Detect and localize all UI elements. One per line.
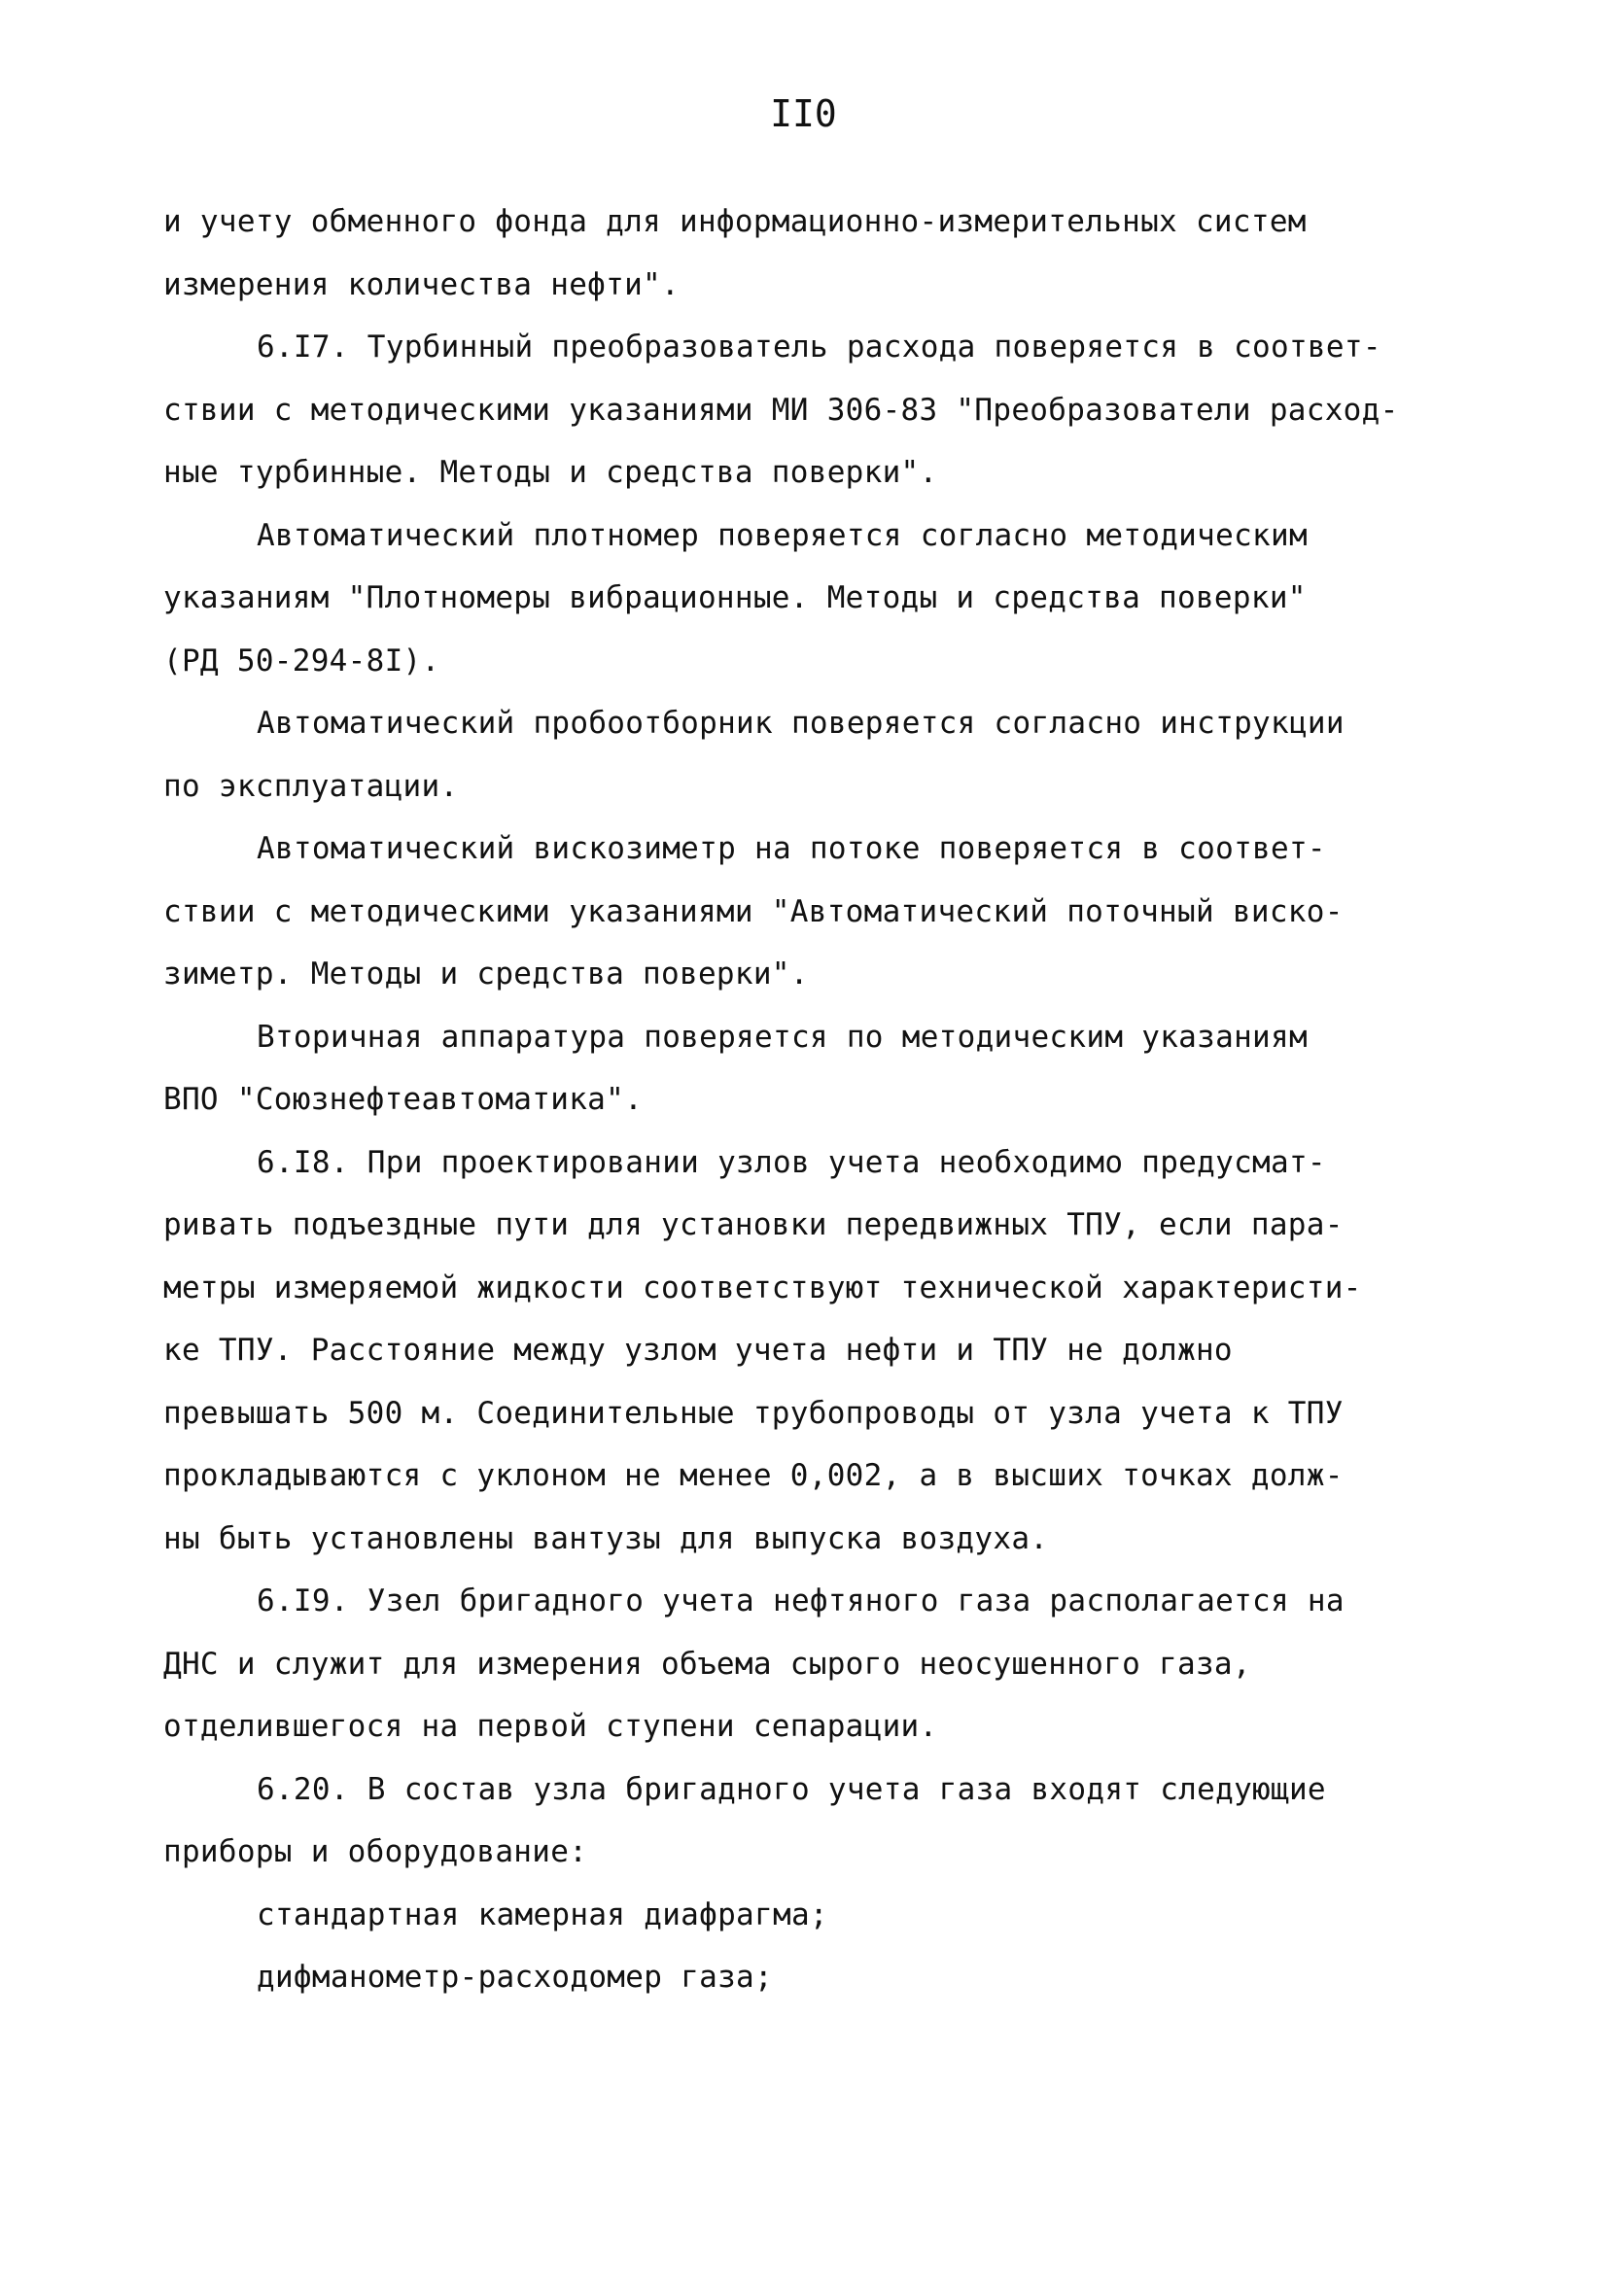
text-line: 6.I9. Узел бригадного учета нефтяного газа располагается на xyxy=(257,1583,1345,1618)
text-line: Вторичная аппаратура поверяется по методическим указаниям xyxy=(257,1019,1308,1055)
text-line: метры измеряемой жидкости соответствуют технической характеристи- xyxy=(163,1270,1362,1305)
text-line: указаниям "Плотномеры вибрационные. Методы и средства поверки" xyxy=(163,580,1307,615)
text-line: Автоматический пробоотборник поверяется согласно инструкции xyxy=(257,706,1345,741)
text-line: зиметр. Методы и средства поверки". xyxy=(163,957,809,991)
text-line: 6.I7. Турбинный преобразователь расхода поверяется в соответ- xyxy=(257,330,1381,365)
text-line: ные турбинные. Методы и средства поверки". xyxy=(163,455,938,490)
text-line: дифманометр-расходомер газа; xyxy=(257,1960,773,1995)
text-line: прокладываются с уклоном не менее 0,002, а в высших точках долж- xyxy=(163,1458,1344,1493)
text-line: ны быть установлены вантузы для выпуска воздуха. xyxy=(163,1520,1049,1556)
text-line: (РД 50-294-8I). xyxy=(163,643,440,678)
text-line: 6.20. В состав узла бригадного учета газа входят следующие xyxy=(257,1771,1326,1807)
page-number: II0 xyxy=(770,92,837,135)
text-line: измерения количества нефти". xyxy=(163,266,680,302)
text-line: по эксплуатации. xyxy=(163,768,459,804)
text-line: приборы и оборудование: xyxy=(163,1834,588,1869)
text-line: превышать 500 м. Соединительные трубопроводы от узла учета к ТПУ xyxy=(163,1395,1344,1431)
text-line: Автоматический плотномер поверяется согласно методическим xyxy=(257,517,1308,553)
text-line: ствии с методическими указаниями "Автоматический поточный виско- xyxy=(163,893,1344,929)
text-line: ривать подъездные пути для установки передвижных ТПУ, если пара- xyxy=(163,1207,1344,1242)
text-line: стандартная камерная диафрагма; xyxy=(257,1896,828,1932)
text-line: Автоматический вискозиметр на потоке поверяется в соответ- xyxy=(257,831,1326,866)
text-line: ВПО "Союзнефтеавтоматика". xyxy=(163,1082,644,1117)
text-line: и учету обменного фонда для информационно-измерительных систем xyxy=(163,204,1307,239)
body-text xyxy=(163,191,1456,2009)
text-line: ке ТПУ. Расстояние между узлом учета нефти и ТПУ не должно xyxy=(163,1333,1233,1368)
text-line: ствии с методическими указаниями МИ 306-83 "Преобразователи расход- xyxy=(163,392,1399,428)
text-line: 6.I8. При проектировании узлов учета необходимо предусмат- xyxy=(257,1144,1326,1180)
text-line: отделившегося на первой ступени сепарации. xyxy=(163,1709,938,1744)
text-line: ДНС и служит для измерения объема сырого неосушенного газа, xyxy=(163,1646,1251,1682)
